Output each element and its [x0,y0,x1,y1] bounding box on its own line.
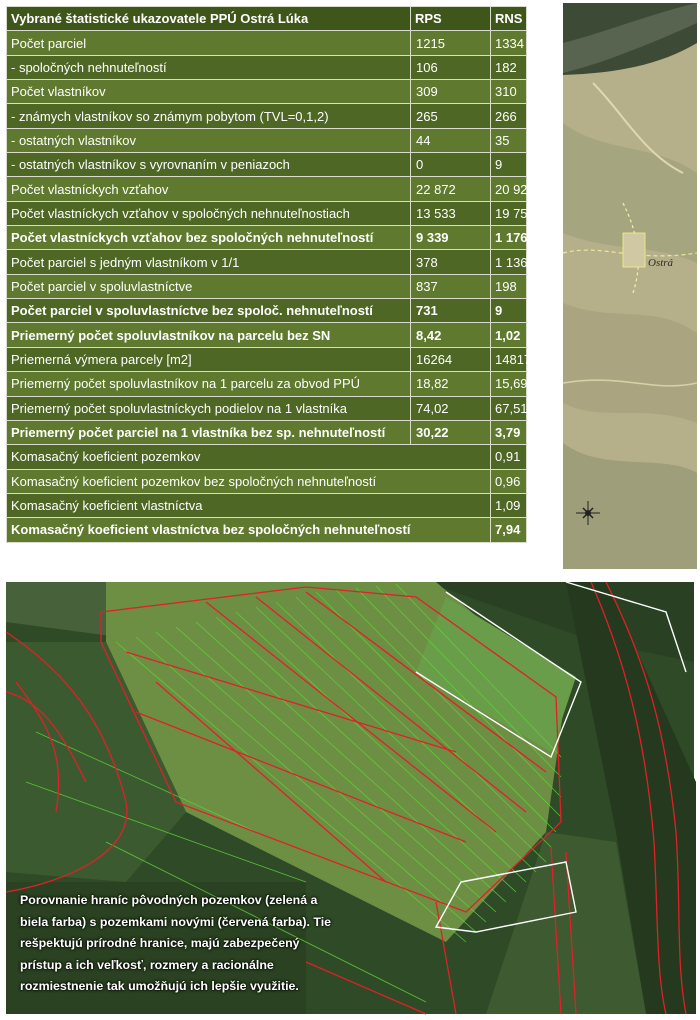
row-label: Počet parciel s jedným vlastníkom v 1/1 [7,250,411,274]
row-label: Priemerný počet spoluvlastníckych podielov na 1 vlastníka [7,396,411,420]
rns-value: 198 [491,274,527,298]
rns-value: 9 [491,299,527,323]
table-row [7,299,527,323]
rns-value: 1,02 [491,323,527,347]
table-row [7,128,527,152]
rps-value: 309 [411,80,491,104]
rns-value: 20 929 [491,177,527,201]
rps-value: 106 [411,55,491,79]
table-row [7,31,527,55]
rns-value: 0,91 [491,445,527,469]
rps-value: 16264 [411,347,491,371]
row-label: Komasačný koeficient vlastníctva bez spoločných nehnuteľností [7,518,491,542]
aerial-parcel-photo [6,582,694,1014]
rns-value: 1 176 [491,226,527,250]
rns-value: 7,94 [491,518,527,542]
table-row [7,201,527,225]
table-row [7,104,527,128]
table-row [7,250,527,274]
table-row [7,226,527,250]
rns-value: 1 136 [491,250,527,274]
rps-value: 837 [411,274,491,298]
row-label: Počet parciel v spoluvlastníctve bez spoloč. nehnuteľností [7,299,411,323]
rns-value: 310 [491,80,527,104]
table-row [7,55,527,79]
rps-value: 1215 [411,31,491,55]
row-label: Komasačný koeficient pozemkov bez spoločných nehnuteľností [7,469,491,493]
statistics-table [6,6,535,543]
rns-value: 14817 [491,347,527,371]
cadastral-map-drawing [563,3,697,569]
row-label: Komasačný koeficient pozemkov [7,445,491,469]
table-header-row [7,7,527,31]
table-row [7,347,527,371]
rns-value: 182 [491,55,527,79]
table-row [7,445,527,469]
rns-value: 67,51 [491,396,527,420]
table-row [7,177,527,201]
row-label: Priemerný počet spoluvlastníkov na parcelu bez SN [7,323,411,347]
rns-value: 15,69 [491,372,527,396]
table-row [7,420,527,444]
column-header-rns: RNS [491,7,527,31]
table-row [7,323,527,347]
row-label: Priemerný počet parciel na 1 vlastníka bez sp. nehnuteľností [7,420,411,444]
table-row [7,274,527,298]
rns-value: 3,79 [491,420,527,444]
rps-value: 731 [411,299,491,323]
row-label: Priemerný počet spoluvlastníkov na 1 parcelu za obvod PPÚ [7,372,411,396]
caption-line: rešpektujú prírodné hranice, majú zabezpečený [20,936,300,950]
row-label: Počet vlastníckych vzťahov [7,177,411,201]
table-row [7,153,527,177]
row-label: Počet parciel [7,31,411,55]
table-row [7,493,527,517]
row-label: Počet parciel v spoluvlastníctve [7,274,411,298]
rns-value: 266 [491,104,527,128]
row-label: - ostatných vlastníkov s vyrovnaním v peniazoch [7,153,411,177]
rps-value: 378 [411,250,491,274]
rps-value: 22 872 [411,177,491,201]
rns-value: 35 [491,128,527,152]
row-label: Počet vlastníckych vzťahov v spoločných nehnuteľnostiach [7,201,411,225]
rps-value: 9 339 [411,226,491,250]
table-row [7,80,527,104]
rps-value: 265 [411,104,491,128]
table-row [7,396,527,420]
rns-value: 1334 [491,31,527,55]
rns-value: 1,09 [491,493,527,517]
table-row [7,518,527,542]
row-label: Počet vlastníckych vzťahov bez spoločných nehnuteľností [7,226,411,250]
caption-line: Porovnanie hraníc pôvodných pozemkov (zelená a [20,893,318,907]
row-label: Komasačný koeficient vlastníctva [7,493,491,517]
table-row [7,372,527,396]
caption-line: rozmiestnenie tak umožňujú ich lepšie využitie. [20,979,299,993]
rps-value: 74,02 [411,396,491,420]
rns-value: 9 [491,153,527,177]
rns-value: 0,96 [491,469,527,493]
rps-value: 18,82 [411,372,491,396]
rps-value: 30,22 [411,420,491,444]
caption-line: biela farba) s pozemkami novými (červená farba). Tie [20,914,332,929]
row-label: - známych vlastníkov so známym pobytom (TVL=0,1,2) [7,104,411,128]
rns-value: 19 753 [491,201,527,225]
table-title: Vybrané štatistické ukazovatele PPÚ Ostrá Lúka [7,7,411,31]
rps-value: 13 533 [411,201,491,225]
row-label: Počet vlastníkov [7,80,411,104]
row-label: - spoločných nehnuteľností [7,55,411,79]
row-label: - ostatných vlastníkov [7,128,411,152]
row-label: Priemerná výmera parcely [m2] [7,347,411,371]
rps-value: 0 [411,153,491,177]
column-header-rps: RPS [411,7,491,31]
cadastral-map-image [563,3,697,569]
table-row [7,469,527,493]
caption-line: prístup a ich veľkosť, rozmery a racionálne [20,957,274,972]
map-place-label: Ostrá [648,257,674,269]
rps-value: 44 [411,128,491,152]
rps-value: 8,42 [411,323,491,347]
aerial-caption [20,890,380,998]
